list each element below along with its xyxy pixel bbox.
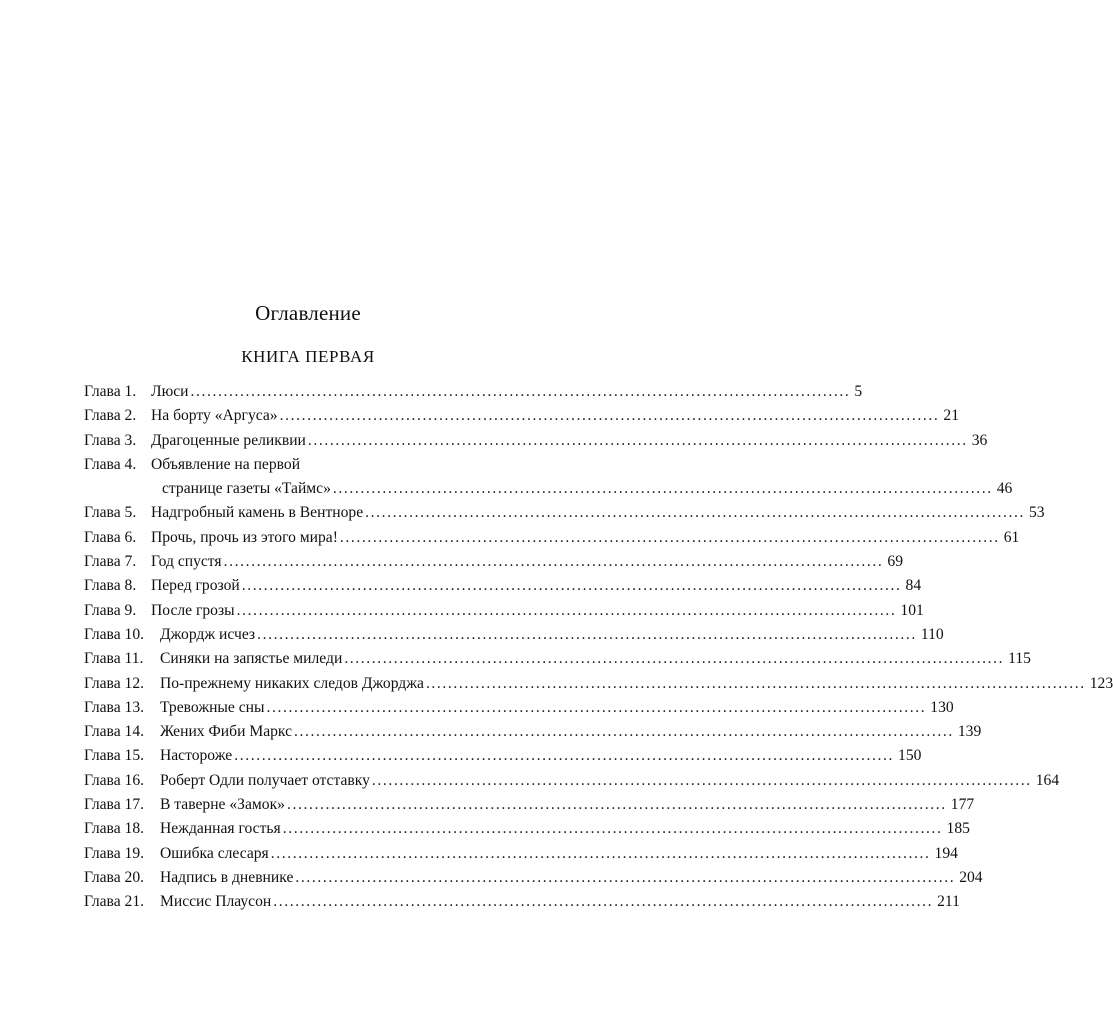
toc-entry[interactable] xyxy=(84,453,545,477)
chapter-title: Синяки на запястье миледи xyxy=(160,650,343,668)
dot-leader: ........................................................................................................................ xyxy=(236,601,897,619)
page-number: 211 xyxy=(937,893,960,911)
page-number: 177 xyxy=(950,796,975,814)
chapter-title: Тревожные сны xyxy=(160,698,265,716)
toc-entry[interactable] xyxy=(84,550,903,574)
toc-entry[interactable] xyxy=(84,599,924,623)
toc-entry[interactable] xyxy=(84,744,922,768)
chapter-label: Глава 8. xyxy=(84,577,137,595)
dot-leader: ........................................................................................................................ xyxy=(234,747,895,765)
page-number: 53 xyxy=(1028,504,1045,522)
page-number: 185 xyxy=(946,820,970,838)
dot-leader: ........................................................................................................................ xyxy=(307,431,968,449)
toc-entry[interactable] xyxy=(84,672,1113,696)
dot-leader: ........................................................................................................................ xyxy=(282,820,943,838)
page-number: 84 xyxy=(905,577,922,595)
chapter-label: Глава 12. xyxy=(84,674,145,692)
toc-entry[interactable] xyxy=(84,429,988,453)
chapter-label: Глава 11. xyxy=(84,650,144,668)
toc-entry[interactable] xyxy=(84,817,970,841)
dot-leader: ........................................................................................................................ xyxy=(273,893,934,911)
dot-leader: ........................................................................................................................ xyxy=(266,698,927,716)
toc-entry[interactable] xyxy=(84,866,983,890)
chapter-label: Глава 7. xyxy=(84,553,137,571)
chapter-label: Глава 18. xyxy=(84,820,145,838)
page-number: 61 xyxy=(1003,528,1020,546)
chapter-label: Глава 6. xyxy=(84,528,137,546)
chapter-label: Глава 20. xyxy=(84,868,145,886)
page-number: 110 xyxy=(920,625,944,643)
chapter-label: Глава 10. xyxy=(84,625,145,643)
page-number: 115 xyxy=(1008,650,1031,668)
page-title: Оглавление xyxy=(255,301,361,325)
chapter-title: Драгоценные реликвии xyxy=(151,431,306,449)
chapter-label: Глава 3. xyxy=(84,431,137,449)
chapter-title: Объявление на первой xyxy=(151,455,301,473)
page-number: 123 xyxy=(1089,674,1113,692)
toc-entry[interactable] xyxy=(84,501,1045,525)
chapter-label: Глава 14. xyxy=(84,723,145,741)
page-number: 194 xyxy=(934,844,958,862)
toc-entry[interactable] xyxy=(84,842,958,866)
chapter-title: Прочь, прочь из этого мира! xyxy=(151,528,338,546)
toc-entry[interactable] xyxy=(84,526,1020,550)
toc-entry-continuation[interactable] xyxy=(84,477,1013,501)
chapter-label: Глава 15. xyxy=(84,747,145,765)
page-number: 139 xyxy=(957,723,982,741)
chapter-title: Роберт Одли получает отставку xyxy=(160,771,370,789)
page-number: 36 xyxy=(971,431,988,449)
dot-leader: ........................................................................................................................ xyxy=(257,625,917,643)
page-number: 101 xyxy=(900,601,924,619)
dot-leader: ........................................................................................................................ xyxy=(190,383,851,400)
chapter-title: Год спустя xyxy=(151,553,222,571)
toc-entry[interactable] xyxy=(84,623,944,647)
chapter-label: Глава 1. xyxy=(84,383,137,400)
dot-leader: ........................................................................................................................ xyxy=(339,528,1000,546)
chapter-label: Глава 4. xyxy=(84,455,137,473)
dot-leader: ........................................................................................................................ xyxy=(223,553,884,571)
toc-entry[interactable] xyxy=(84,380,863,404)
dot-leader: ........................................................................................................................ xyxy=(295,868,956,886)
page-number: 204 xyxy=(959,868,983,886)
toc-entry[interactable] xyxy=(84,769,1060,793)
chapter-label: Глава 2. xyxy=(84,407,137,425)
chapter-title: Миссис Плаусон xyxy=(160,893,272,911)
dot-leader: ........................................................................................................................ xyxy=(286,796,947,814)
chapter-title-continuation: странице газеты «Таймс» xyxy=(162,480,331,498)
toc-entry[interactable] xyxy=(84,574,922,598)
chapter-title: Джордж исчез xyxy=(160,625,256,643)
chapter-title: На борту «Аргуса» xyxy=(151,407,278,425)
page-number: 5 xyxy=(854,383,863,400)
page-number: 130 xyxy=(930,698,954,716)
chapter-title: Люси xyxy=(151,383,189,400)
toc-entry[interactable] xyxy=(84,793,975,817)
chapter-title: Перед грозой xyxy=(151,577,240,595)
page-number: 69 xyxy=(887,553,903,571)
chapter-label: Глава 21. xyxy=(84,893,145,911)
dot-leader: ........................................................................................................................ xyxy=(344,650,1005,668)
chapter-label: Глава 13. xyxy=(84,698,145,716)
toc-entry[interactable] xyxy=(84,404,959,428)
dot-leader: ........................................................................................................................ xyxy=(371,771,1032,789)
chapter-title: Надгробный камень в Вентноре xyxy=(151,504,364,522)
toc-entry[interactable] xyxy=(84,720,982,744)
dot-leader: ........................................................................................................................ xyxy=(365,504,1025,522)
toc-entry[interactable] xyxy=(84,890,960,914)
chapter-title: Жених Фиби Маркс xyxy=(160,723,293,741)
section-heading: КНИГА ПЕРВАЯ xyxy=(241,347,375,366)
chapter-label: Глава 17. xyxy=(84,796,145,814)
chapter-label: Глава 19. xyxy=(84,844,145,862)
toc-entry[interactable] xyxy=(84,647,1031,671)
chapter-title: После грозы xyxy=(151,601,235,619)
table-of-contents xyxy=(84,380,1113,915)
page-number: 150 xyxy=(898,747,922,765)
dot-leader: ........................................................................................................................ xyxy=(294,723,954,741)
chapter-label: Глава 16. xyxy=(84,771,145,789)
page-number: 46 xyxy=(996,480,1013,498)
dot-leader: ........................................................................................................................ xyxy=(241,577,902,595)
chapter-title: Ошибка слесаря xyxy=(160,844,269,862)
chapter-title: Надпись в дневнике xyxy=(160,868,294,886)
chapter-title: Нежданная гостья xyxy=(160,820,281,838)
page-number: 21 xyxy=(943,407,959,425)
dot-leader: ........................................................................................................................ xyxy=(279,407,940,425)
toc-entry[interactable] xyxy=(84,696,954,720)
chapter-title: Настороже xyxy=(160,747,233,765)
dot-leader: ........................................................................................................................ xyxy=(425,674,1086,692)
page-number: 164 xyxy=(1035,771,1060,789)
chapter-title: По-прежнему никаких следов Джорджа xyxy=(160,674,424,692)
dot-leader: ........................................................................................................................ xyxy=(332,480,993,498)
chapter-title: В таверне «Замок» xyxy=(160,796,285,814)
dot-leader: ........................................................................................................................ xyxy=(270,844,931,862)
chapter-label: Глава 9. xyxy=(84,601,137,619)
chapter-label: Глава 5. xyxy=(84,504,137,522)
